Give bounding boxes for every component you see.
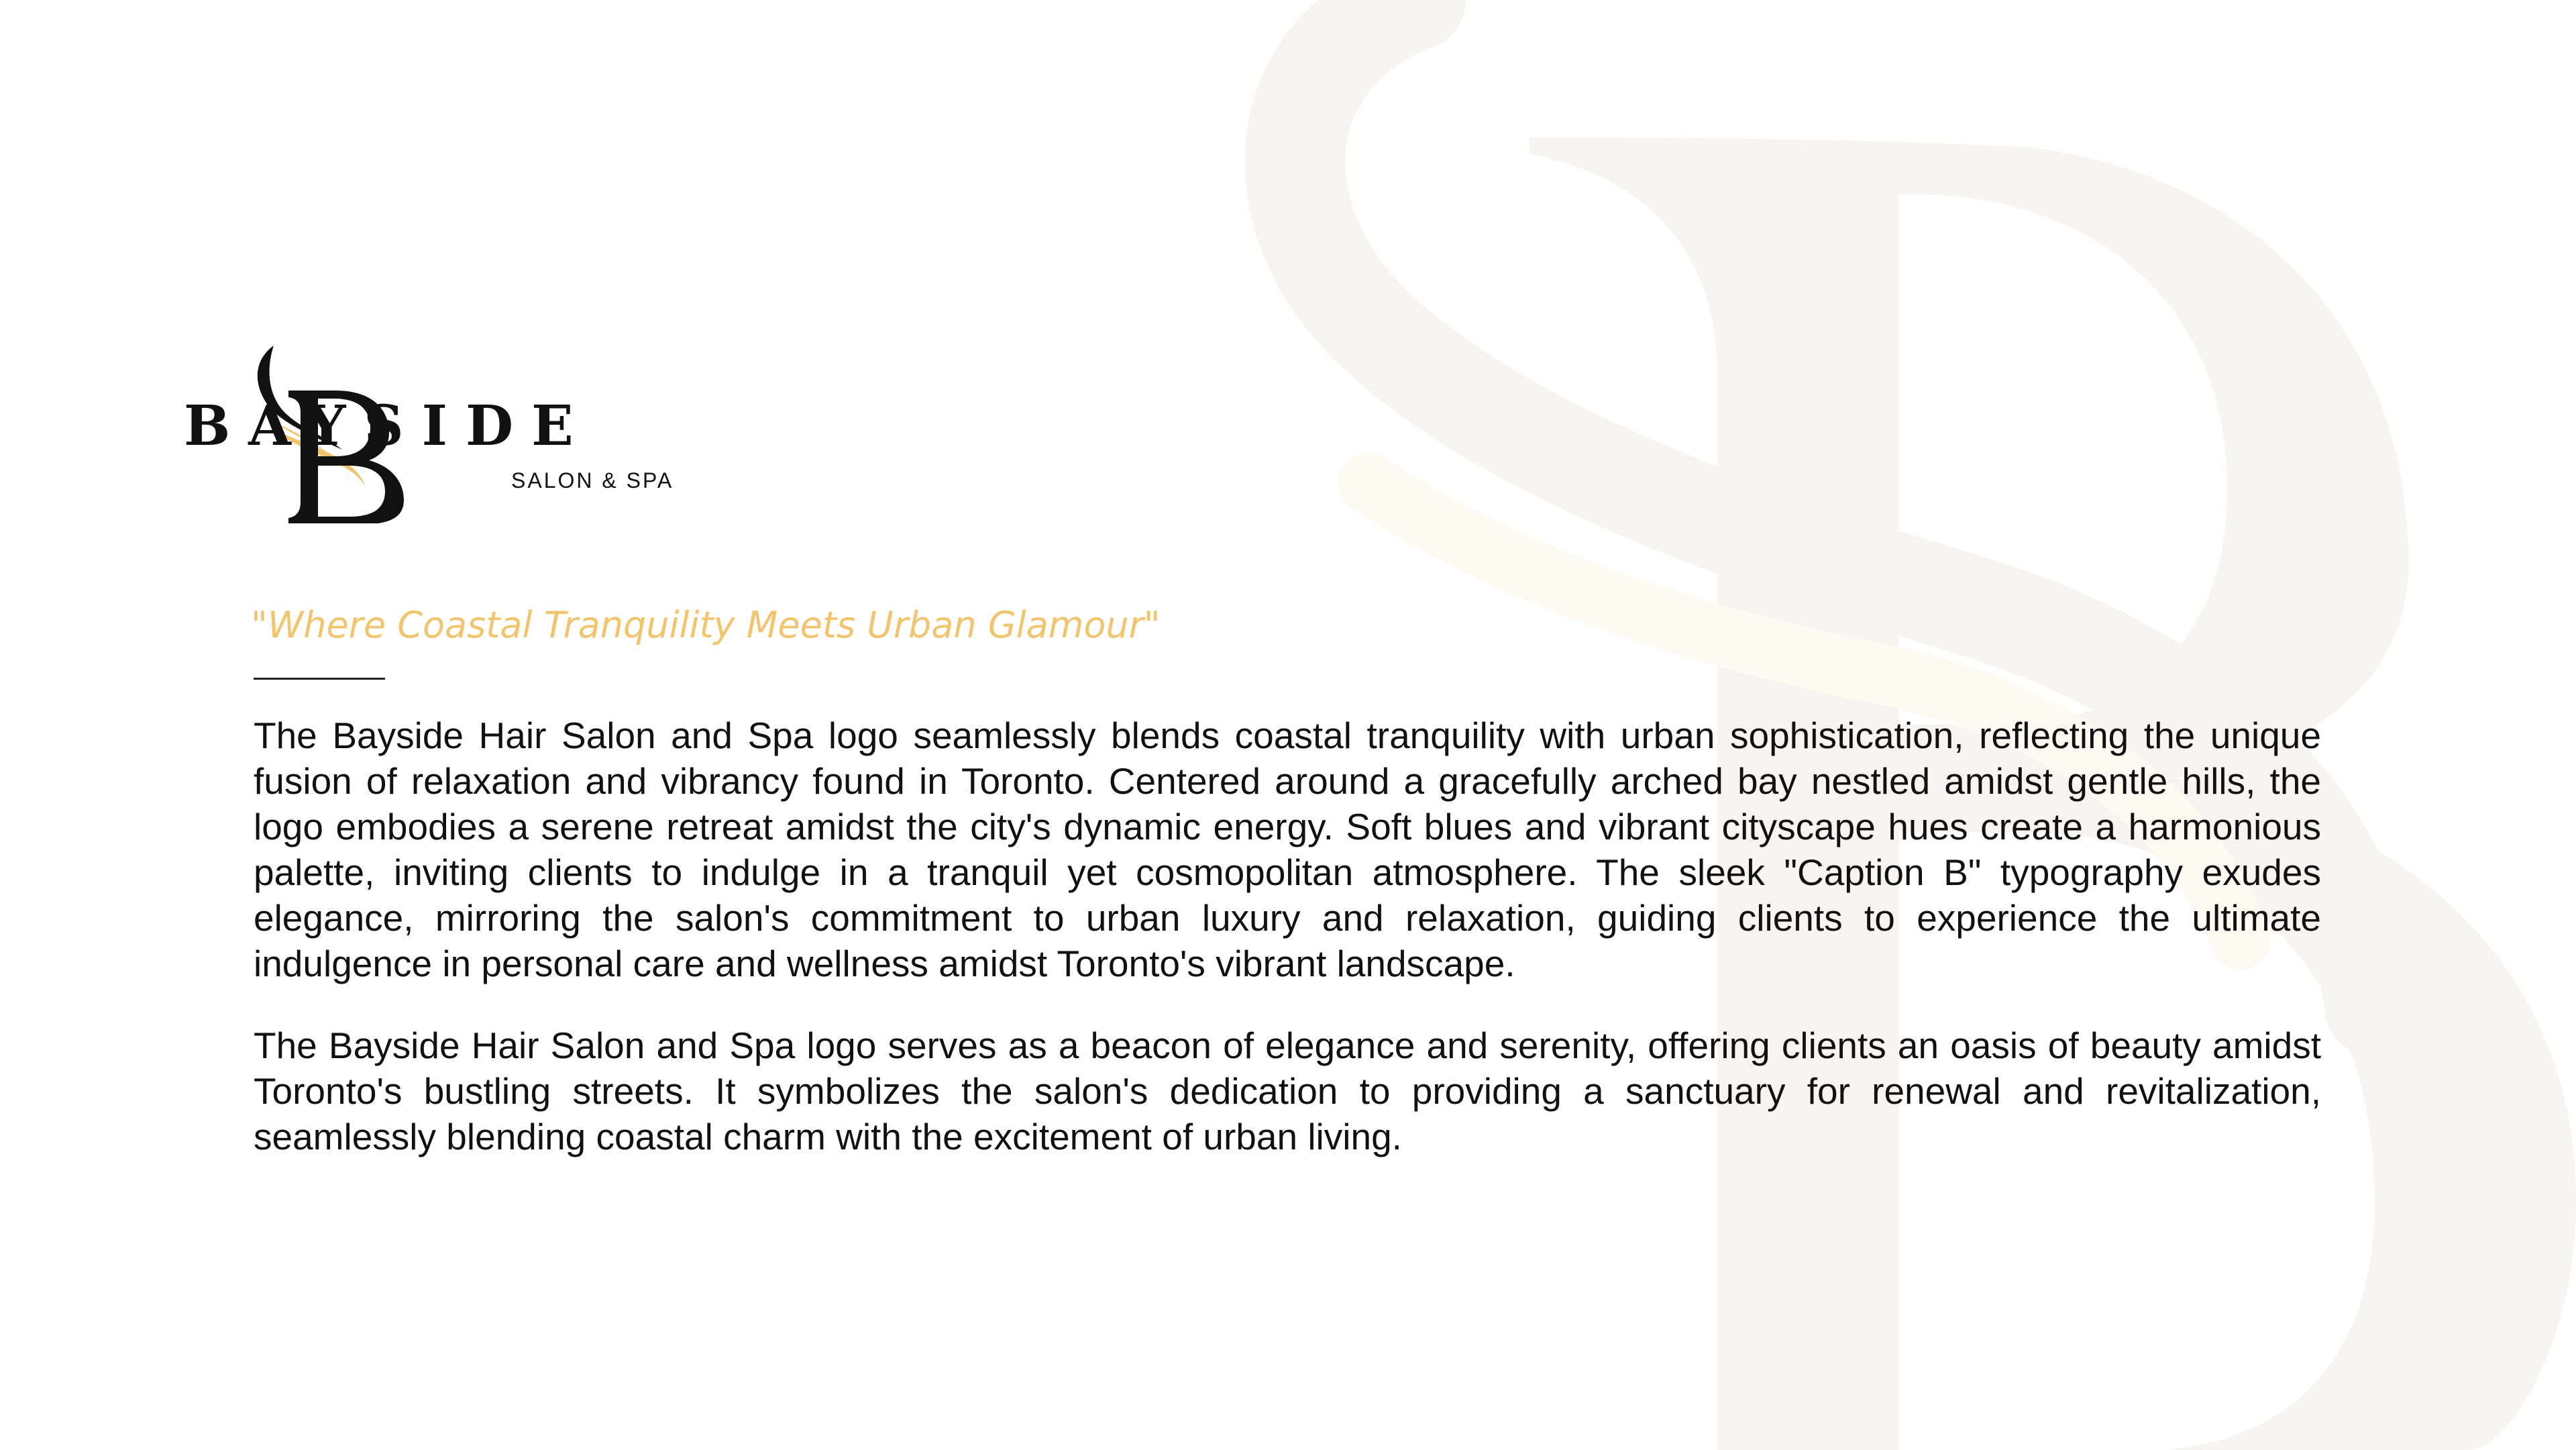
brand-subtitle: SALON & SPA: [511, 468, 674, 493]
divider: [254, 678, 385, 680]
tagline: "Where Coastal Tranquility Meets Urban Glamour": [251, 604, 1161, 646]
body-text: [254, 713, 2321, 1159]
paragraph-2: The Bayside Hair Salon and Spa logo serves as a beacon of elegance and serenity, offering clients an oasis of beauty amidst Toronto's bustling streets. It symbolizes the salon's dedication to providing a sanctuary for renewal and revitalization, seamlessly blending coastal charm with the excitement of urban living.: [254, 1025, 2321, 1157]
brand-name: BAYSIDE: [184, 394, 592, 458]
paragraph-1: The Bayside Hair Salon and Spa logo seamlessly blends coastal tranquility with urban sophistication, reflecting the unique fusion of relaxation and vibrancy found in Toronto. Centered around a gracefully arched bay nestled amidst gentle hills, the logo embodies a serene retreat amidst the city's dynamic energy. Soft blues and vibrant cityscape hues create a harmonious palette, inviting clients to indulge in a tranquil yet cosmopolitan atmosphere. The sleek "Caption B" typography exudes elegance, mirroring the salon's commitment to urban luxury and relaxation, guiding clients to experience the ultimate indulgence in personal care and wellness amidst Toronto's vibrant landscape.: [254, 715, 2321, 984]
